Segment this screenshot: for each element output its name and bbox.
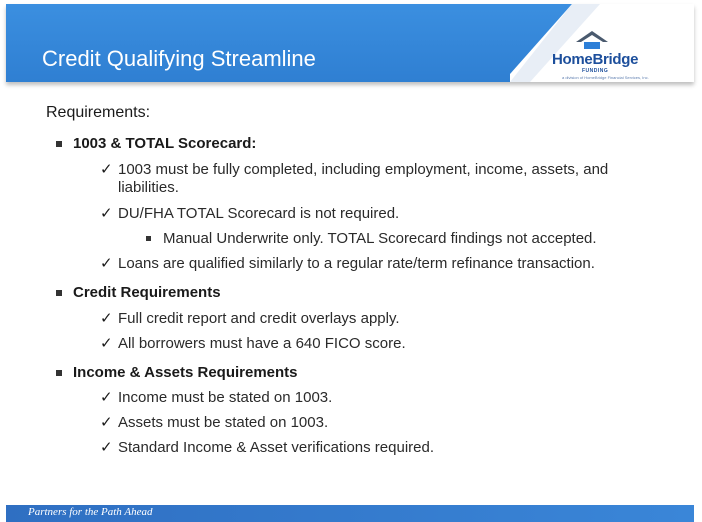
section-heading-scorecard: [73, 135, 256, 152]
check-item-text: 1003 must be fully completed, including employment, income, assets, and: [118, 161, 609, 178]
requirements-heading: Requirements:: [46, 104, 151, 121]
check-item-text: DU/FHA TOTAL Scorecard is not required.: [118, 205, 400, 222]
check-item: [100, 255, 595, 273]
checkmark-icon: ✓: [100, 439, 113, 456]
check-item-text: Assets must be stated on 1003.: [118, 414, 329, 431]
slide-footer: [6, 505, 694, 522]
check-item: [100, 439, 434, 457]
check-item: [100, 414, 329, 432]
check-item-text: Income must be stated on 1003.: [118, 389, 333, 406]
checkmark-icon: ✓: [100, 161, 113, 178]
square-bullet-icon: [56, 290, 62, 296]
check-item: [100, 205, 400, 223]
checkmark-icon: ✓: [100, 389, 113, 406]
checkmark-icon: ✓: [100, 255, 113, 272]
checkmark-icon: ✓: [100, 205, 113, 222]
sub-bullet-item: [163, 230, 597, 247]
checkmark-icon: ✓: [100, 335, 113, 352]
square-bullet-icon: [56, 141, 62, 147]
check-item-text: Full credit report and credit overlays apply.: [118, 310, 400, 327]
check-item-continued: [118, 179, 179, 197]
logo-wordmark: HomeBridge: [552, 51, 639, 68]
slide-title: Credit Qualifying Streamline: [42, 46, 316, 71]
square-bullet-icon: [56, 370, 62, 376]
check-item: [100, 161, 609, 179]
sub-bullet-text: Manual Underwrite only. TOTAL Scorecard findings not accepted.: [163, 230, 597, 247]
check-item-text: liabilities.: [118, 179, 179, 196]
check-item-text: Standard Income & Asset verifications required.: [118, 439, 434, 456]
section-title: Credit Requirements: [73, 284, 221, 301]
section-title: 1003 & TOTAL Scorecard:: [73, 135, 257, 152]
logo-tagline: a division of HomeBridge Financial Services, Inc.: [562, 75, 649, 80]
square-bullet-icon: [146, 236, 151, 241]
checkmark-icon: ✓: [100, 414, 113, 431]
check-item-text: All borrowers must have a 640 FICO score.: [118, 335, 406, 352]
footer-tagline: Partners for the Path Ahead: [28, 506, 153, 518]
logo-subtext: FUNDING: [582, 68, 609, 74]
check-item: [100, 335, 406, 353]
section-heading-income-assets: [73, 364, 298, 381]
section-heading-credit: [73, 284, 221, 301]
check-item-text: Loans are qualified similarly to a regular rate/term refinance transaction.: [118, 255, 595, 272]
check-item: [100, 389, 333, 407]
check-item: [100, 310, 400, 328]
checkmark-icon: ✓: [100, 310, 113, 327]
section-title: Income & Assets Requirements: [73, 364, 298, 381]
